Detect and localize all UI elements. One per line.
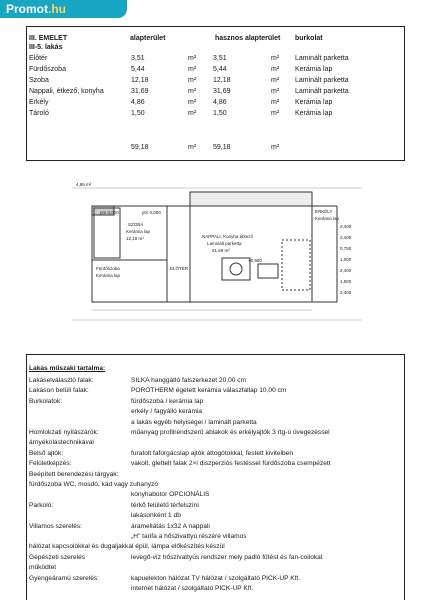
specs-section [26, 354, 405, 600]
spec-label: működtet [29, 564, 57, 572]
spec-value: internet hálózat / szolgáltató PICK-UP Kft. [131, 585, 254, 592]
plan-nappali-area: 31,69 m² [212, 248, 230, 253]
plan-furdo: Fürdőszoba [96, 266, 120, 271]
spec-value: erkély / fagyálló kerámia [131, 408, 203, 416]
cell-usable: 4,86 [213, 99, 227, 106]
cell-unit2: m² [271, 99, 280, 106]
cell-usable: 12,18 [213, 77, 231, 84]
spec-value: fürdőszoba / kerámia lap [131, 397, 204, 405]
spec-label: Gépészeti szerelés [29, 553, 86, 561]
spec-value: konyhabútor OPCIONÁLIS [131, 491, 210, 499]
table-row [27, 88, 404, 97]
spec-value: térkő felületű térfelszíni [131, 501, 199, 509]
spec-label: árnyékolástechnikával [29, 439, 94, 447]
cell-unit: m² [188, 88, 197, 95]
cell-floor: Laminált parketta [295, 77, 349, 84]
cell-unit: m² [188, 66, 197, 73]
spec-value: áramellátás 1x32 A nappali [131, 522, 210, 530]
cell-area: 12,18 [131, 77, 149, 84]
cell-area: 31,69 [131, 88, 149, 95]
cell-name: Előtér [29, 55, 48, 62]
table-row [27, 66, 404, 75]
specs-title: Lakás műszaki tartalma: [29, 365, 106, 372]
cell-area: 1,50 [131, 110, 145, 117]
plan-szoba-area: 12,18 m² [126, 236, 144, 241]
plan-level-2: pm 0,000 [142, 210, 161, 215]
cell-name: Tároló [29, 110, 49, 117]
cell-unit2: m² [271, 55, 280, 62]
spec-label: fürdőszoba WC, mosdó, kád vagy zuhanyzó [29, 481, 159, 488]
cell-unit2: m² [271, 77, 280, 84]
cell-floor: Laminált parketta [295, 88, 349, 95]
spec-label: Belső ajtók: [29, 449, 64, 457]
unit-title: III-5. lakás [29, 44, 63, 51]
spec-label: Beépített berendezési tárgyak: [29, 470, 119, 478]
plan-eloter: ELŐTÉR [170, 266, 189, 271]
plan-erkely: ERKÉLY [315, 209, 333, 214]
plan-furdo-floor: Kerámia lap [96, 273, 121, 278]
floor-title: III. EMELET [29, 35, 68, 42]
plan-dimension: 1,500 [340, 279, 352, 284]
cell-floor: Kerámia lap [295, 110, 333, 117]
cell-unit2: m² [271, 110, 280, 117]
plan-dimension: 0,750 [340, 246, 352, 251]
header-floor: burkolat [295, 35, 323, 42]
spec-value: a lakás egyéb helyiségei / laminált parketta [131, 418, 257, 426]
spec-value: vakolt, glettelt falak 2×i diszperziós festéssel fürdőszoba csempézett [131, 460, 331, 468]
spec-label: Gyengeáramú szerelés: [29, 574, 100, 582]
cell-name: Fürdőszoba [29, 66, 66, 73]
plan-dimension: 2,400 [340, 224, 352, 229]
spec-value: műanyag profilrendszerű ablakok és erkélyajtók 3 rtg-ú üvegezéssel [131, 429, 330, 436]
plan-nappali-floor: Laminált parketta [207, 241, 242, 246]
spec-label: Lakáselválasztó falak: [29, 377, 94, 384]
spec-label: Burkolatok: [29, 397, 62, 405]
area-table [26, 26, 405, 161]
plan-szoba-floor: Kerámia lap [126, 229, 151, 234]
spec-label: Villamos szerelés: [29, 522, 83, 530]
cell-name: Erkély [29, 99, 49, 106]
cell-area: 4,86 [131, 99, 145, 106]
promot-logo[interactable]: Promot.hu [0, 0, 127, 18]
cell-unit2: m² [271, 88, 280, 95]
cell-area: 5,44 [131, 66, 145, 73]
plan-dimension: 1,000 [340, 257, 352, 262]
table-row [27, 110, 404, 119]
plan-dimension: 2,400 [340, 235, 352, 240]
plan-dimension: 2,400 [340, 290, 352, 295]
cell-floor: Kerámia lap [295, 66, 333, 73]
plan-level-3: +0,960 [248, 258, 262, 263]
cell-unit: m² [188, 77, 197, 84]
spec-label: Homlokzati nyílászárók: [29, 429, 99, 436]
spec-value: levegő-víz hőszivattyús rendszer mely padló fűtést és fan-coilokat [131, 553, 323, 561]
cell-floor: Kerámia lap [295, 99, 333, 106]
header-usable: hasznos alapterület [215, 35, 281, 42]
spec-label: Felületképzés: [29, 460, 72, 468]
spec-label: Parkoló: [29, 501, 54, 509]
cell-unit2: m² [271, 66, 280, 73]
total-row: 59,18 m² 59,18 m² [131, 144, 280, 151]
cell-usable: 5,44 [213, 66, 227, 73]
cell-unit: m² [188, 99, 197, 106]
cell-name: Nappali, étkező, konyha [29, 88, 104, 95]
cell-usable: 31,69 [213, 88, 231, 95]
cell-floor: Laminált parketta [295, 55, 349, 62]
spec-value: lakásonként 1 db [131, 512, 181, 520]
cell-usable: 3,51 [213, 55, 227, 62]
cell-usable: 1,50 [213, 110, 227, 117]
plan-dimension: 2,400 [340, 268, 352, 273]
plan-dim-top: 4,86 m² [76, 182, 92, 187]
header-area: alapterület [130, 35, 166, 42]
plan-szoba: SZOBA [128, 222, 144, 227]
spec-label: hálózat kapcsolókkal és dugaljakkal épül, lámpa előkészítés készül [29, 543, 225, 551]
cell-unit: m² [188, 110, 197, 117]
table-row [27, 77, 404, 86]
table-row [27, 55, 404, 64]
spec-value: SILKA hanggátló falszerkezet 20,00 cm [131, 377, 247, 384]
spec-label: Lakáson belüli falak: [29, 387, 89, 395]
cell-area: 3,51 [131, 55, 145, 62]
plan-nappali: NAPPALI, Konyha étkező [202, 234, 253, 239]
table-row [27, 99, 404, 108]
spec-value: kapuelekton hálózat TV hálózat / szolgáltató PICK-UP Kft. [131, 574, 301, 582]
floor-plan [72, 180, 362, 328]
spec-value: furatolt faforgácslap ajtók áttogótokkal, festett kivitelben [131, 449, 294, 457]
cell-unit: m² [188, 55, 197, 62]
plan-level-1: pm 0,000 [100, 210, 119, 215]
spec-value: „H" tarifa a hőszivattyú részére villamos [131, 533, 247, 540]
spec-value: POROTHERM égetett kerámia válaszfallap 10,00 cm [131, 387, 287, 395]
plan-erkely-floor: Kerámia lap [315, 216, 340, 221]
cell-name: Szoba [29, 77, 49, 84]
